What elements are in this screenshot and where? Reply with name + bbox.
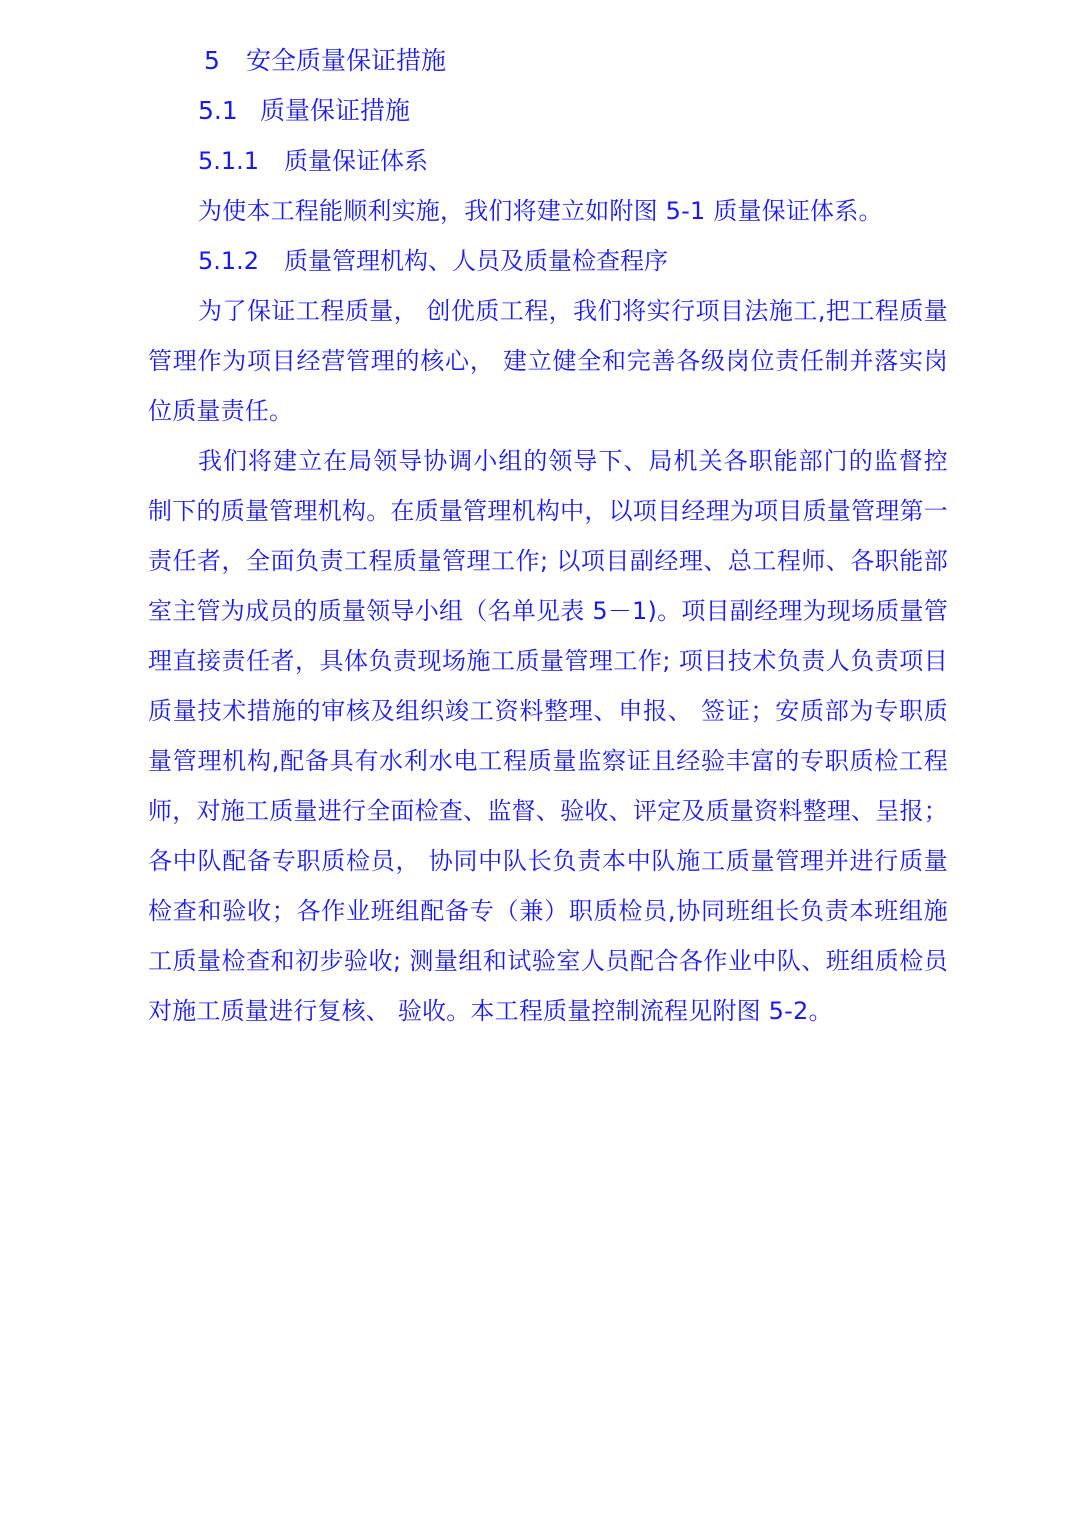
heading-number: 5.1.1 <box>198 147 260 175</box>
heading-number: 5.1.2 <box>198 247 260 275</box>
heading-title: 质量管理机构、人员及质量检查程序 <box>284 247 668 275</box>
paragraph-system: 为使本工程能顺利实施，我们将建立如附图 5-1 质量保证体系。 <box>198 197 883 225</box>
heading-title: 安全质量保证措施 <box>246 46 447 75</box>
heading-level-1 <box>204 36 948 86</box>
paragraph-organization: 我们将建立在局领导协调小组的领导下、局机关各职能部门的监督控制下的质量管理机构。在质量管理机构中，以项目经理为项目质量管理第一责任者，全面负责工程质量管理工作; 以项目副经理、总工程师、各职能部室主管为成员的质量领导小组（名单见表 5－1)。项目副经理为现场质量管理直接责任者，具体负责现场施工质量管理工作; 项目技术负责人负责项目质量技术措施的审核及组织竣工资料整理、申报、 签证；安质部为专职质量管理机构,配备具有水利水电工程质量监察证且经验丰富的专职质检工程师，对施工质量进行全面检查、监督、验收、评定及质量资料整理、呈报；各中队配备专职质检员， 协同中队长负责本中队施工质量管理并进行质量检查和验收；各作业班组配备专（兼）职质检员,协同班组长负责本班组施工质量检查和初步验收; 测量组和试验室人员配合各作业中队、班组质检员对施工质量进行复核、 验收。本工程质量控制流程见附图 5-2。 <box>148 447 948 1025</box>
heading-level-3-system <box>198 136 948 186</box>
heading-number: 5 <box>204 46 220 75</box>
heading-level-3-organization <box>198 236 948 286</box>
paragraph-quality-goal: 为了保证工程质量， 创优质工程，我们将实行项目法施工,把工程质量管理作为项目经营管理的核心， 建立健全和完善各级岗位责任制并落实岗位质量责任。 <box>148 297 948 425</box>
document-body <box>148 36 948 1036</box>
heading-level-2 <box>198 86 948 136</box>
heading-number: 5.1 <box>198 96 238 125</box>
heading-title: 质量保证体系 <box>284 147 428 175</box>
heading-title: 质量保证措施 <box>260 96 411 125</box>
